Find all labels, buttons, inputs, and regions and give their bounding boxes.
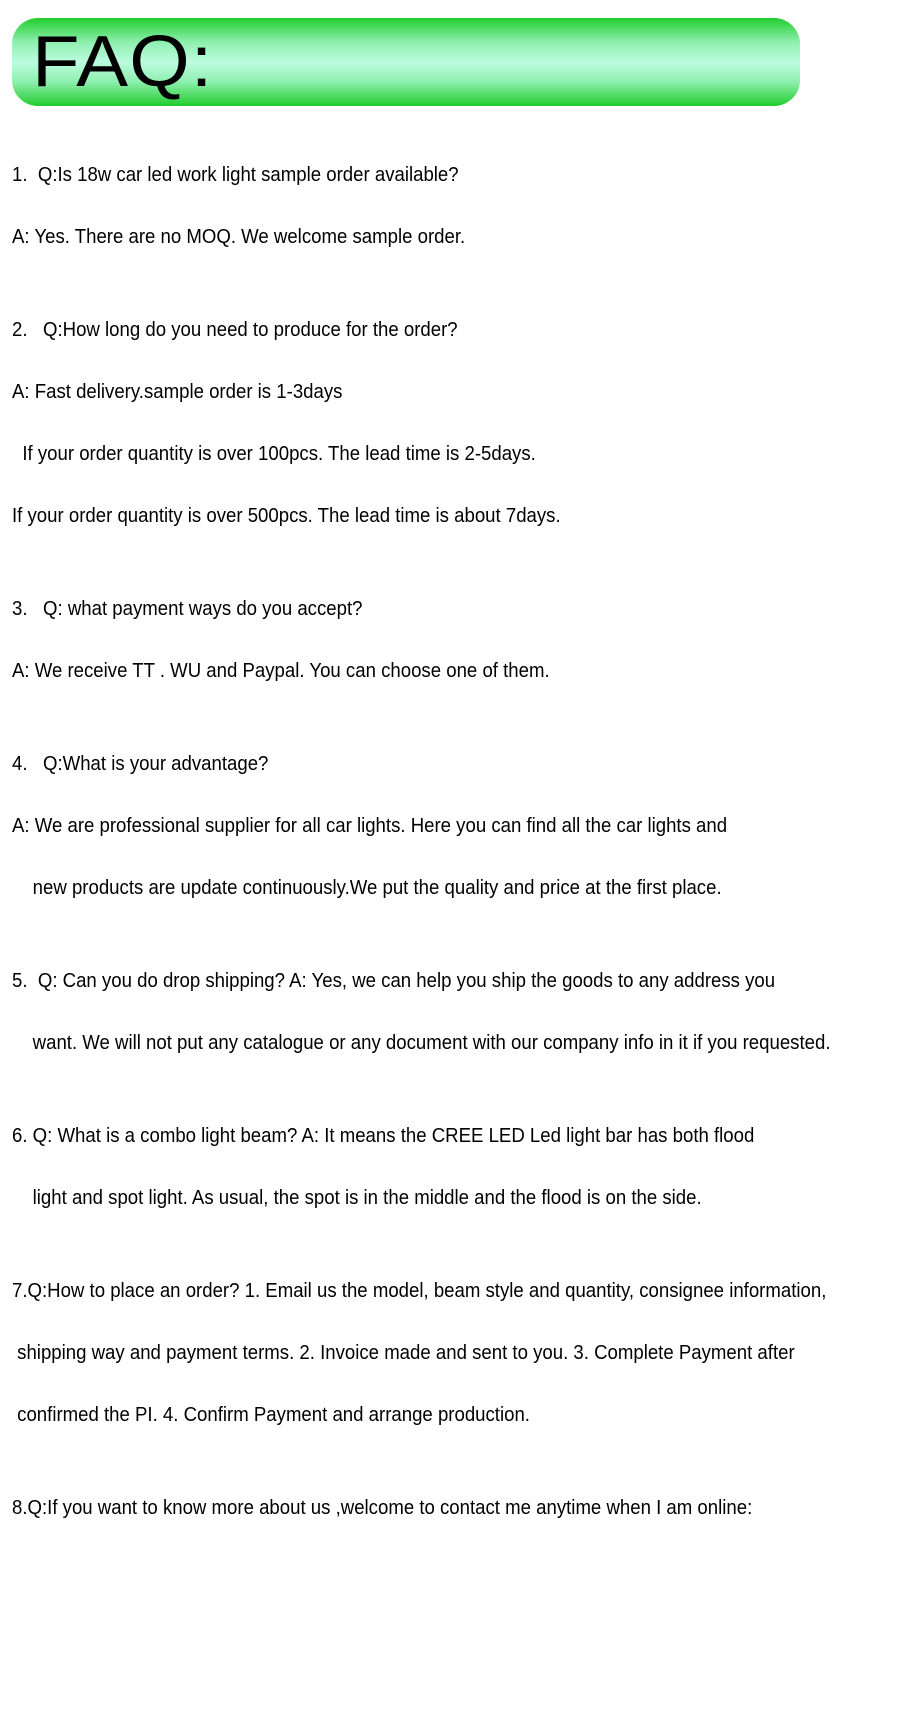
faq-5-line-1: 5. Q: Can you do drop shipping? A: Yes, we can help you ship the goods to any address you <box>12 970 776 992</box>
faq-1-answer: A: Yes. There are no MOQ. We welcome sample order. <box>12 226 466 248</box>
faq-title: FAQ: <box>32 22 214 102</box>
faq-6-line-1: 6. Q: What is a combo light beam? A: It means the CREE LED Led light bar has both flood <box>12 1125 755 1147</box>
faq-8-line-1: 8.Q:If you want to know more about us ,welcome to contact me anytime when I am online: <box>12 1497 753 1519</box>
faq-3-answer: A: We receive TT . WU and Paypal. You can choose one of them. <box>12 660 550 682</box>
faq-7-line-1: 7.Q:How to place an order? 1. Email us the model, beam style and quantity, consignee information, <box>12 1280 827 1302</box>
faq-3-question: 3. Q: what payment ways do you accept? <box>12 598 363 620</box>
faq-7-line-2: shipping way and payment terms. 2. Invoice made and sent to you. 3. Complete Payment after <box>12 1342 795 1364</box>
faq-2-question: 2. Q:How long do you need to produce for the order? <box>12 319 458 341</box>
faq-2-answer-line-1: A: Fast delivery.sample order is 1-3days <box>12 381 343 403</box>
faq-6-line-2: light and spot light. As usual, the spot is in the middle and the flood is on the side. <box>12 1187 702 1209</box>
faq-2-answer-line-2: If your order quantity is over 100pcs. The lead time is 2-5days. <box>12 443 536 465</box>
faq-4-answer-line-1: A: We are professional supplier for all car lights. Here you can find all the car lights and <box>12 815 728 837</box>
faq-5-line-2: want. We will not put any catalogue or any document with our company info in it if you requested. <box>12 1032 831 1054</box>
faq-4-question: 4. Q:What is your advantage? <box>12 753 269 775</box>
faq-7-line-3: confirmed the PI. 4. Confirm Payment and arrange production. <box>12 1404 530 1426</box>
faq-2-answer-line-3: If your order quantity is over 500pcs. The lead time is about 7days. <box>12 505 561 527</box>
faq-1-question: 1. Q:Is 18w car led work light sample order available? <box>12 164 459 186</box>
faq-4-answer-line-2: new products are update continuously.We put the quality and price at the first place. <box>12 877 722 899</box>
faq-banner <box>12 18 800 106</box>
